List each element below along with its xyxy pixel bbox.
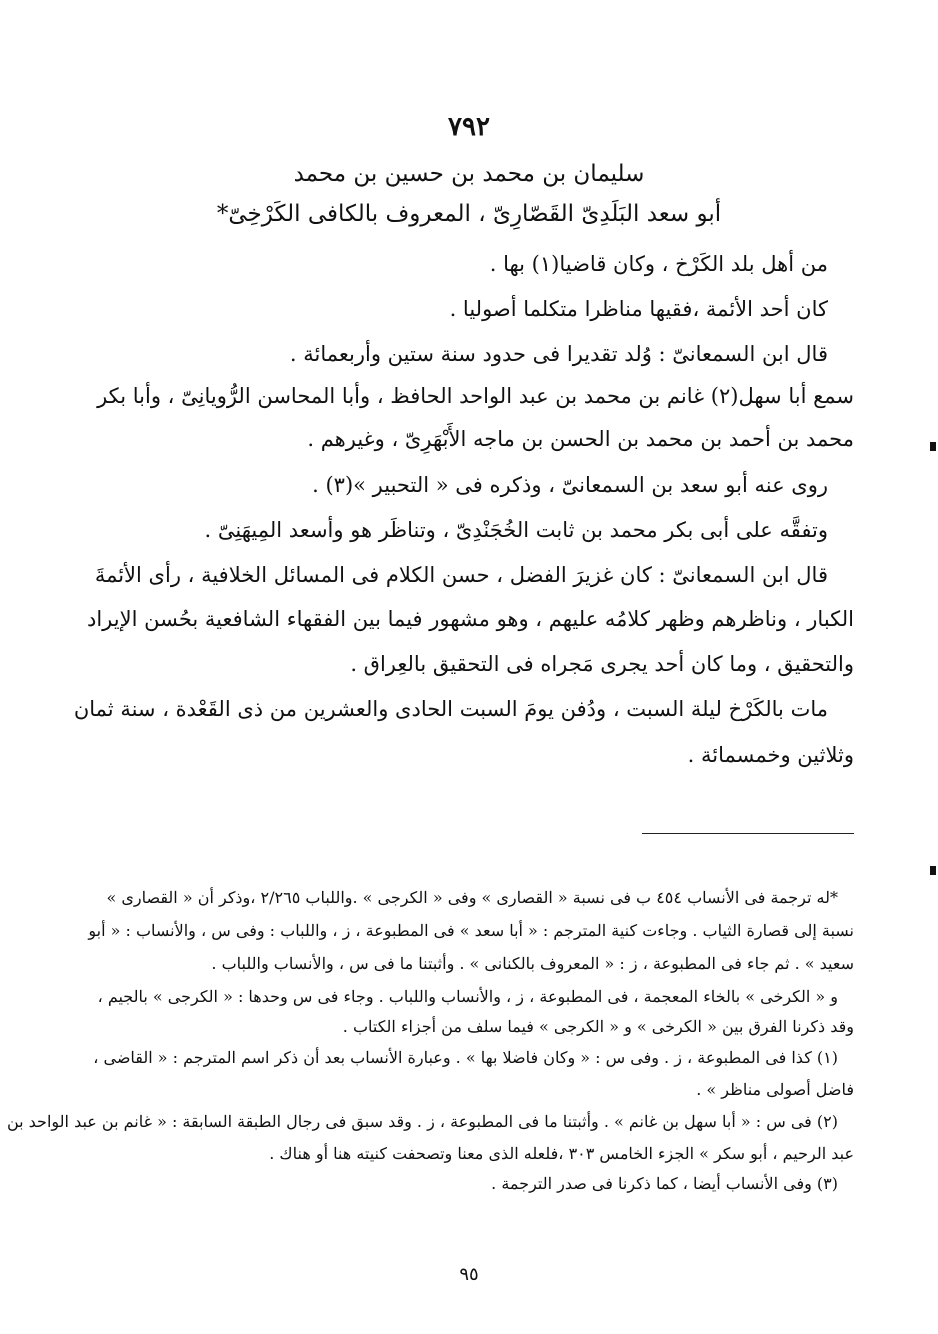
body-line: وثلاثين وخمسمائة . [687, 743, 854, 767]
footnote-line: *له ترجمة فى الأنساب ٤٥٤ ب فى نسبة « القصارى » وفى « الكرجى » .واللباب ٢/٢٦٥ ،وذكر أن « القصارى » [106, 888, 838, 907]
body-line: روى عنه أبو سعد بن السمعانىّ ، وذكره فى « التحبير »(٣) . [312, 473, 828, 497]
body-line: محمد بن أحمد بن محمد بن الحسن بن ماجه الأَبْهَرِىّ ، وغيرهم . [307, 427, 854, 451]
footnote-line: (١) كذا فى المطبوعة ، ز . وفى س : « وكان فاضلا بها » . وعبارة الأنساب بعد أن ذكر اسم المترجم : « القاضى ، [93, 1048, 838, 1067]
body-line: وتفقَّه على أبى بكر محمد بن ثابت الخُجَنْدِىّ ، وتناظَر هو وأسعد المِيهَنِىّ . [204, 518, 828, 542]
footnote-line: فاضل أصولى مناظر » . [696, 1080, 854, 1099]
entry-name: سليمان بن محمد بن حسين بن محمد [293, 161, 645, 187]
body-line: الكبار ، وناظرهم وظهر كلامُه عليهم ، وهو مشهور فيما بين الفقهاء الشافعية بحُسن الإيراد [87, 607, 854, 631]
body-line: قال ابن السمعانىّ : كان غزيرَ الفضل ، حسن الكلام فى المسائل الخلافية ، رأى الأئمةَ [94, 563, 828, 587]
page-number: ٩٥ [459, 1264, 479, 1285]
footnote-line: سعيد » . ثم جاء فى المطبوعة ، ز : « المعروف بالكنانى » . وأثبتنا ما فى س ، والأنساب واللباب . [211, 954, 854, 973]
footnote-line: عبد الرحيم ، أبو سكر » الجزء الخامس ٣٠٣ ،فلعله الذى معنا وتصحفت كنيته هنا أو هناك . [269, 1144, 854, 1163]
footnote-separator [642, 833, 854, 834]
body-line: قال ابن السمعانىّ : وُلد تقديرا فى حدود سنة ستين وأربعمائة . [289, 342, 828, 366]
footnote-line: نسبة إلى قصارة الثياب . وجاءت كنية المترجم : « أبا سعد » فى المطبوعة ، ز ، واللباب : وفى س ، والأنساب : « أبو [88, 921, 854, 940]
entry-number: ٧٩٢ [448, 112, 490, 142]
margin-mark [930, 866, 936, 875]
footnote-line: (٣) وفى الأنساب أيضا ، كما ذكرنا فى صدر الترجمة . [491, 1174, 838, 1193]
footnote-line: (٢) فى س : « أبا سهل بن غانم » . وأثبتنا ما فى المطبوعة ، ز . وقد سبق فى رجال الطبقة السابقة : « غانم بن عبد الواحد بن [6, 1112, 838, 1131]
body-line: مات بالكَرْخ ليلة السبت ، ودُفن يومَ السبت الحادى والعشرين من ذى القَعْدة ، سنة ثمان [73, 697, 828, 721]
body-line: من أهل بلد الكَرْخ ، وكان قاضيا(١) بها . [489, 252, 828, 276]
margin-mark [930, 442, 936, 451]
footnote-line: و « الكرخى » بالخاء المعجمة ، فى المطبوعة ، ز ، والأنساب واللباب . وجاء فى س وحدها : « الكرجى » بالجيم ، [97, 987, 838, 1006]
body-line: كان أحد الأئمة ،فقيها مناظرا متكلما أصوليا . [449, 297, 828, 321]
entry-kunya: أبو سعد البَلَدِىّ القَصّارِىّ ، المعروف بالكافى الكَرْخِىّ* [216, 201, 722, 227]
body-line: والتحقيق ، وما كان أحد يجرى مَجراه فى التحقيق بالعِراق . [350, 652, 854, 676]
body-line: سمع أبا سهل(٢) غانم بن محمد بن عبد الواحد الحافظ ، وأبا المحاسن الرُّويانِىّ ، وأبا بكر [97, 384, 854, 408]
footnote-line: وقد ذكرنا الفرق بين « الكرخى » و « الكرجى » فيما سلف من أجزاء الكتاب . [342, 1017, 854, 1036]
